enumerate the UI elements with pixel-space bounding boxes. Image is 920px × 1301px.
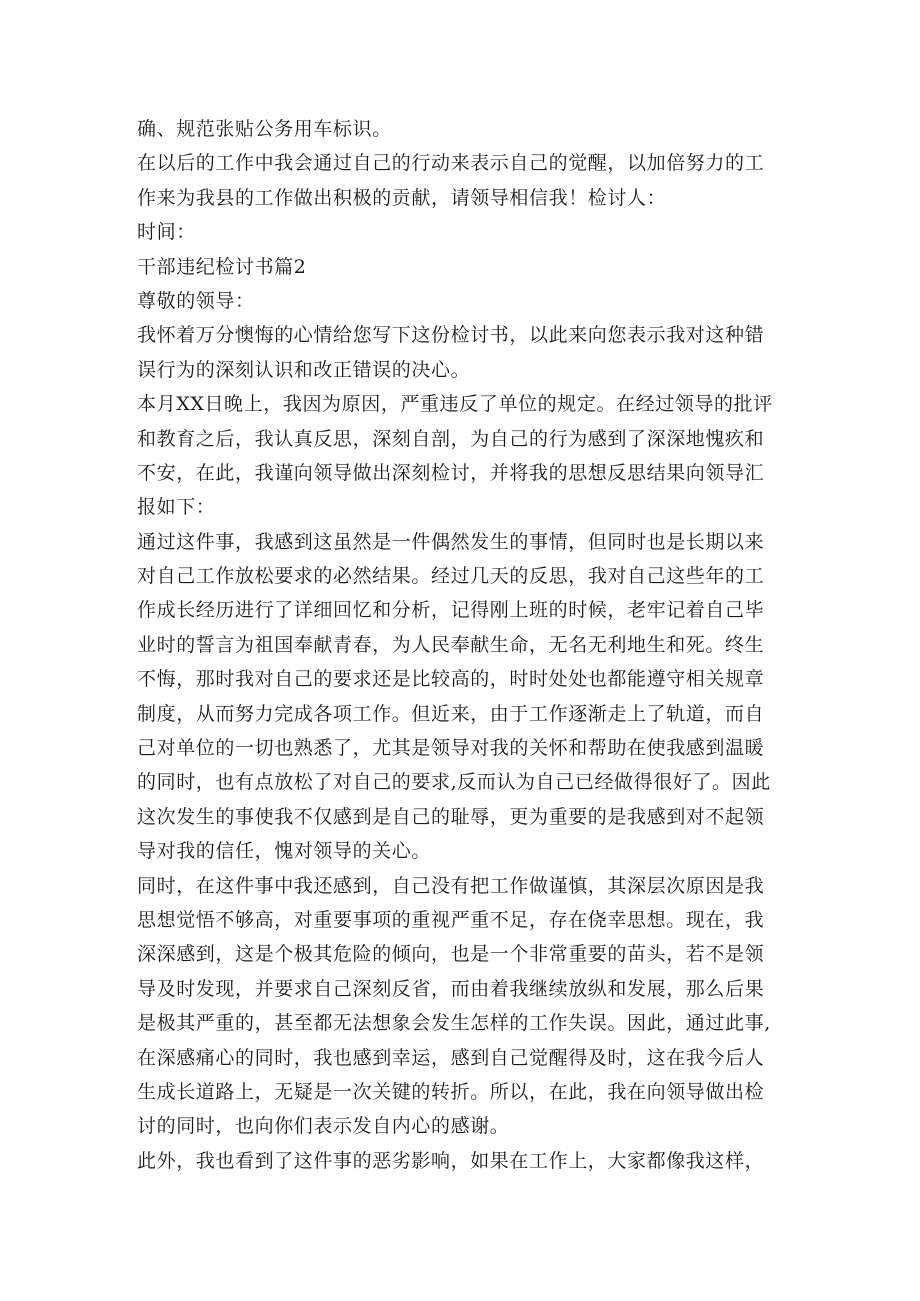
- text-line: 己对单位的一切也熟悉了，尤其是领导对我的关怀和帮助在使我感到温暖: [137, 737, 765, 760]
- text-line: 是极其严重的，甚至都无法想象会发生怎样的工作失误。因此，通过此事,: [137, 1012, 771, 1035]
- text-line: 不悔，那时我对自己的要求还是比较高的，时时处处也都能遵守相关规章: [137, 668, 765, 691]
- text-line: 作来为我县的工作做出积极的贡献，请领导相信我！检讨人：: [137, 186, 667, 209]
- text-line: 误行为的深刻认识和改正错误的决心。: [137, 358, 471, 381]
- text-line: 确、规范张贴公务用车标识。: [137, 118, 392, 140]
- text-line: 制度，从而努力完成各项工作。但近来，由于工作逐渐走上了轨道，而自: [137, 702, 765, 725]
- text-line: 这次发生的事使我不仅感到是自己的耻辱，更为重要的是我感到对不起领: [137, 805, 765, 828]
- section-heading: 干部违纪检讨书篇2: [137, 255, 307, 278]
- text-line: 在深感痛心的同时，我也感到幸运，感到自己觉醒得及时，这在我今后人: [137, 1046, 765, 1069]
- text-line: 通过这件事，我感到这虽然是一件偶然发生的事情，但同时也是长期以来: [137, 530, 765, 553]
- text-line: 导及时发现，并要求自己深刻反省，而由着我继续放纵和发展，那么后果: [137, 977, 765, 1000]
- text-line: 业时的誓言为祖国奉献青春，为人民奉献生命，无名无利地生和死。终生: [137, 633, 765, 656]
- text-line: 讨的同时，也向你们表示发自内心的感谢。: [137, 1115, 510, 1138]
- text-line: 报如下：: [137, 496, 216, 519]
- text-line: 作成长经历进行了详细回忆和分析，记得刚上班的时候，老牢记着自己毕: [137, 599, 765, 622]
- text-line: 此外，我也看到了这件事的恶劣影响，如果在工作上，大家都像我这样，: [137, 1149, 765, 1172]
- text-line: 的同时，也有点放松了对自己的要求,反而认为自己已经做得很好了。因此: [137, 771, 771, 794]
- text-line: 生成长道路上，无疑是一次关键的转折。所以，在此，我在向领导做出检: [137, 1080, 765, 1103]
- text-line: 在以后的工作中我会通过自己的行动来表示自己的觉醒，以加倍努力的工: [137, 152, 765, 175]
- text-line: 和教育之后，我认真反思，深刻自剖，为自己的行为感到了深深地愧疚和: [137, 427, 765, 450]
- document-body: [137, 112, 789, 1178]
- text-line: 深深感到，这是个极其危险的倾向，也是一个非常重要的苗头，若不是领: [137, 943, 765, 966]
- text-line: 思想觉悟不够高，对重要事项的重视严重不足，存在侥幸思想。现在，我: [137, 908, 765, 931]
- text-line: 同时，在这件事中我还感到，自己没有把工作做谨慎，其深层次原因是我: [137, 874, 765, 897]
- salutation: 尊敬的领导：: [137, 289, 255, 312]
- text-line: 时间：: [137, 221, 196, 244]
- text-line: 不安，在此，我谨向领导做出深刻检讨，并将我的思想反思结果向领导汇: [137, 461, 765, 484]
- text-line: 导对我的信任，愧对领导的关心。: [137, 840, 432, 863]
- text-line: 本月XX日晚上，我因为原因，严重违反了单位的规定。在经过领导的批评: [137, 393, 773, 416]
- text-line: 对自己工作放松要求的必然结果。经过几天的反思，我对自己这些年的工: [137, 565, 765, 588]
- text-line: 我怀着万分懊悔的心情给您写下这份检讨书，以此来向您表示我对这种错: [137, 324, 765, 347]
